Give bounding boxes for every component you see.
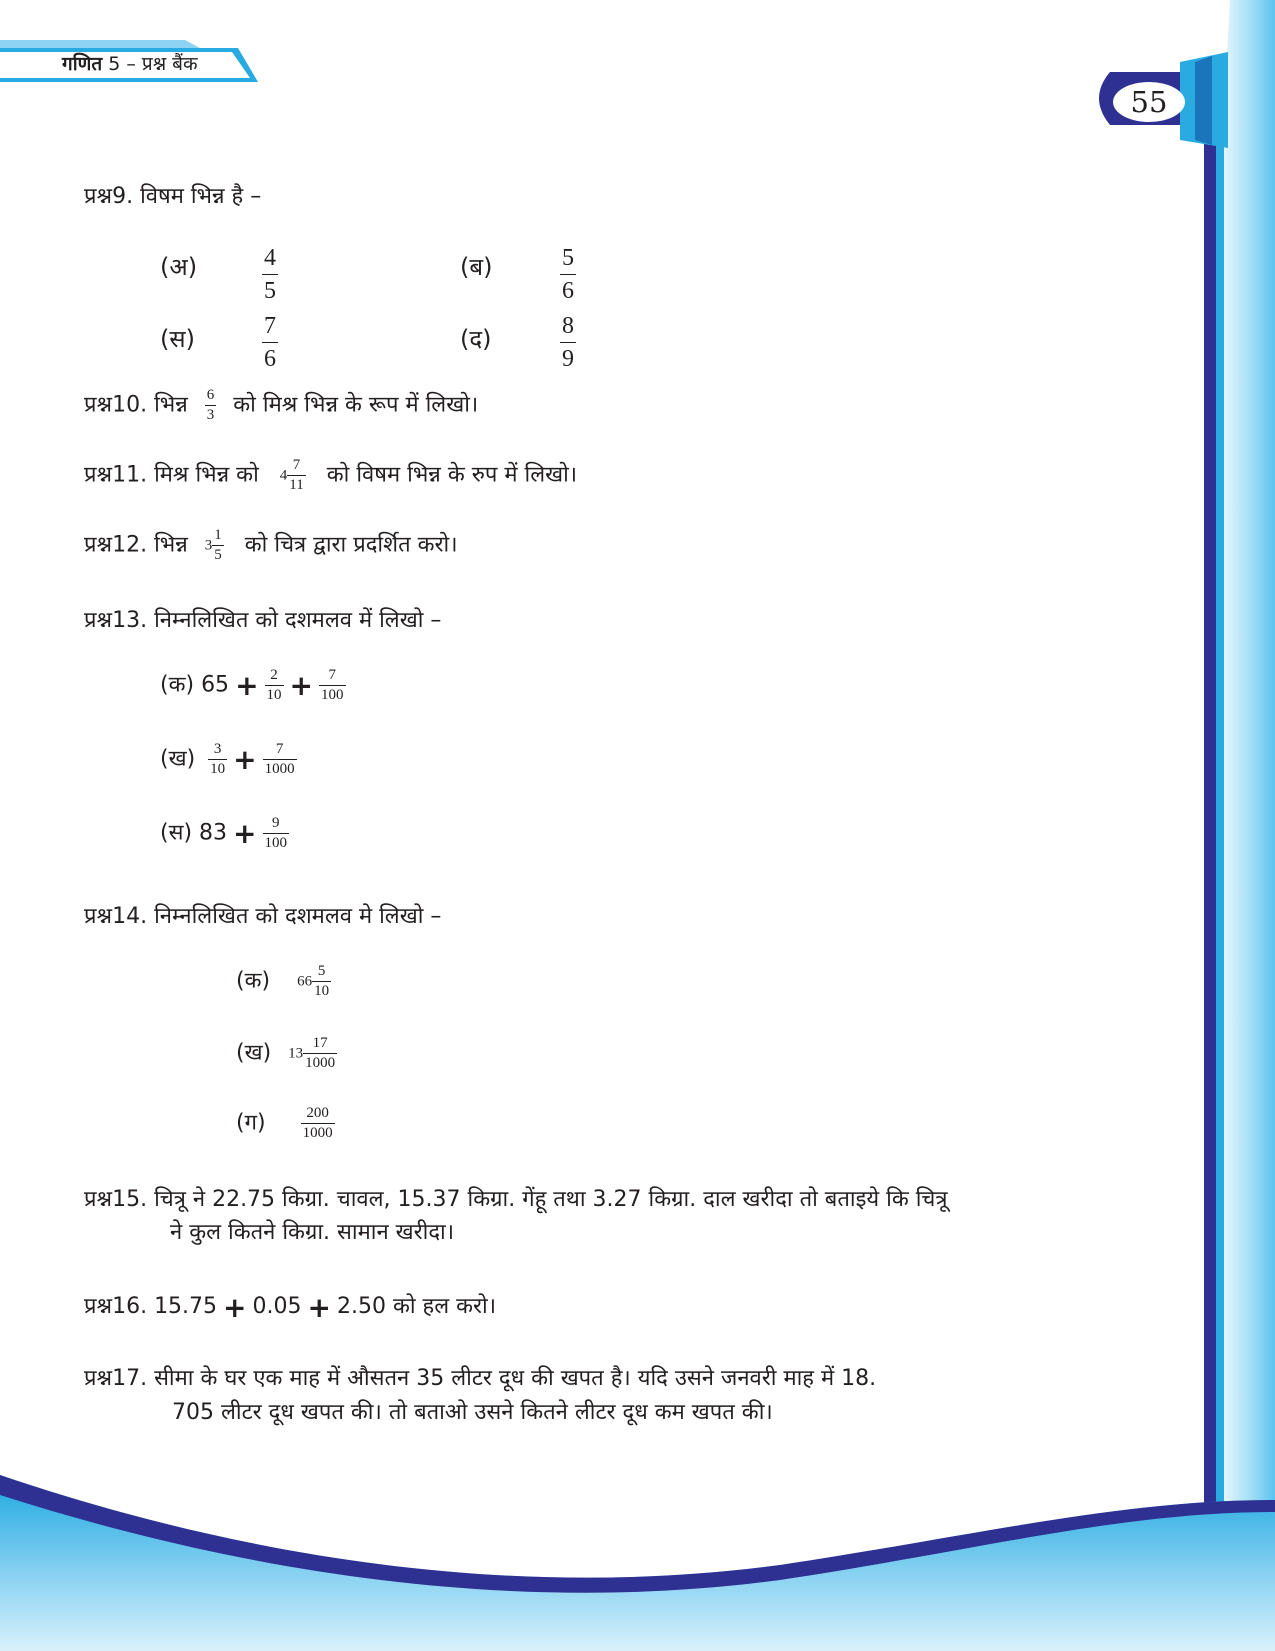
plus-sign: + [307,1290,331,1324]
plus-sign: + [223,1290,247,1324]
right-bar [1204,140,1216,1520]
running-header [62,50,198,76]
number: 15.75 [154,1294,218,1319]
header-tab-light [0,40,200,48]
question-16 [84,1290,496,1324]
option-fraction: $\frac{5}{6}$ [562,245,574,304]
sub-question [236,964,331,999]
fraction: $\frac{3}{10}$ [210,741,226,777]
question-text: विषम भिन्न है – [140,184,262,209]
mixed-number: 66 $\frac{5}{10}$ [297,963,330,999]
bottom-wave [0,1475,1275,1651]
question-text: निम्नलिखित को दशमलव में लिखो – [154,608,442,633]
option-label: (स) [160,325,195,353]
question-label: प्रश्न13. [84,608,148,633]
fraction: $\frac{7}{1000}$ [264,741,295,777]
sub-question [236,1106,335,1141]
question-label: प्रश्न17. [84,1366,148,1391]
fraction: $\frac{6}{3}$ [206,387,215,423]
header-title: 5 – प्रश्न बैंक [108,53,198,75]
plus-sign: + [233,817,257,850]
sub-label: (ख) [160,746,196,772]
question-text: भिन्न [154,392,188,418]
question-9 [84,180,261,210]
mixed-number: 4 $\frac{7}{11}$ [279,457,304,493]
header-subject: गणित [62,53,103,75]
question-15 [84,1183,948,1213]
option-fraction: $\frac{8}{9}$ [562,313,574,372]
question-11 [84,458,577,493]
sub-question [160,742,297,777]
question-label: प्रश्न15. [84,1187,148,1212]
sub-question [160,816,289,851]
option-label: (ब) [460,253,493,281]
question-15-continued: ने कुल कितने किग्रा. सामान खरीदा। [170,1220,455,1245]
number: 0.05 [252,1294,302,1319]
option-fraction: $\frac{7}{6}$ [264,313,276,372]
sub-label: (क) [160,672,195,698]
question-text: को चित्र द्वारा प्रदर्शित करो। [244,532,458,558]
question-label: प्रश्न11. [84,462,148,488]
option-label: (द) [460,325,492,353]
plus-sign: + [233,743,257,776]
question-text: को मिश्र भिन्न के रूप में लिखो। [233,392,479,418]
question-text: मिश्र भिन्न को [154,462,259,488]
whole-number: 65 [201,672,230,698]
question-label: प्रश्न9. [84,184,134,209]
question-label: प्रश्न14. [84,904,148,929]
mixed-number: 3 $\frac{1}{5}$ [204,527,222,563]
question-label: प्रश्न16. [84,1294,148,1319]
question-text: सीमा के घर एक माह में औसतन 35 लीटर दूध की खपत है। यदि उसने जनवरी माह में 18. [154,1366,877,1391]
question-label: प्रश्न10. [84,392,148,418]
right-panel [1222,0,1275,1520]
question-13 [84,604,441,634]
question-text: चित्रू ने 22.75 किग्रा. चावल, 15.37 किग्रा. गेंहू तथा 3.27 किग्रा. दाल खरीदा तो बताइये कि चित्रू [154,1187,948,1212]
sub-question [160,668,346,703]
sub-question [236,1036,337,1071]
question-12 [84,528,458,563]
fraction: $\frac{7}{100}$ [321,667,344,703]
page-number: 55 [1130,85,1168,119]
question-text: निम्नलिखित को दशमलव मे लिखो – [154,904,442,929]
question-text: को हल करो। [392,1294,497,1319]
question-14 [84,900,441,930]
sub-label: (ग) [236,1110,266,1136]
fraction: $\frac{9}{100}$ [264,815,288,851]
sub-label: (ख) [236,1040,272,1066]
question-label: प्रश्न12. [84,532,148,558]
number: 2.50 [336,1294,386,1319]
fraction: $\frac{200}{1000}$ [302,1105,333,1141]
sub-label: (स) [160,820,193,846]
whole-number: 83 [199,820,228,846]
question-17 [84,1362,876,1392]
option-label: (अ) [160,253,198,281]
question-10 [84,388,478,423]
plus-sign: + [289,669,313,702]
question-text: को विषम भिन्न के रुप में लिखो। [326,462,578,488]
mixed-number: 13 $\frac{17}{1000}$ [288,1035,336,1071]
question-17-continued: 705 लीटर दूध खपत की। तो बताओ उसने कितने लीटर दूध कम खपत की। [172,1400,773,1425]
option-fraction: $\frac{4}{5}$ [264,245,276,304]
sub-label: (क) [236,968,271,994]
fraction: $\frac{2}{10}$ [266,667,282,703]
question-text: भिन्न [154,532,188,558]
plus-sign: + [235,669,259,702]
